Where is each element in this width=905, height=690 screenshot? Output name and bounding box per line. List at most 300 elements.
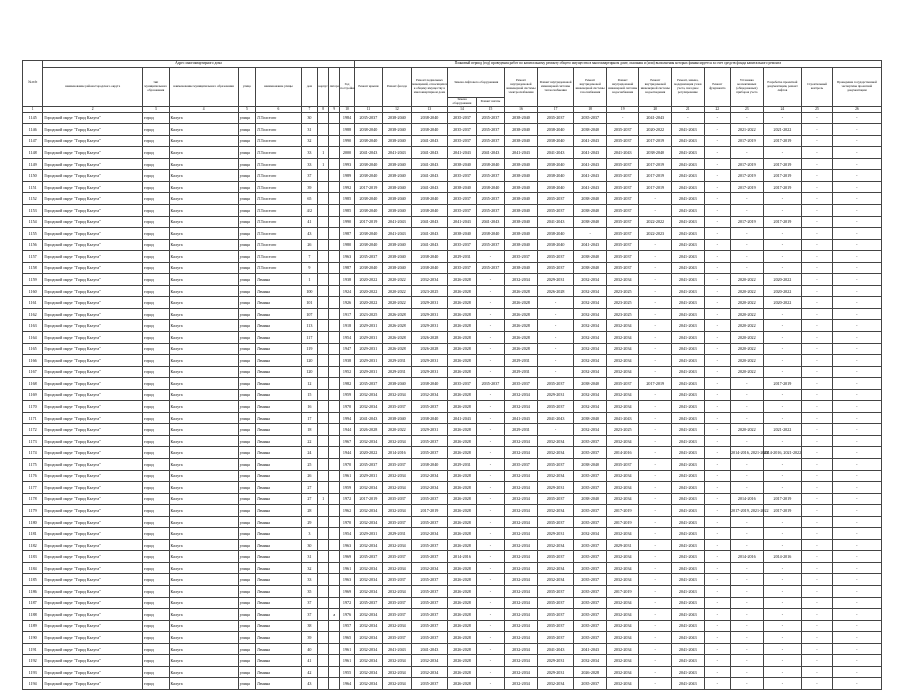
table-row	[23, 181, 882, 193]
table-cell: Ленина	[255, 297, 301, 309]
table-cell	[329, 274, 340, 286]
table-cell: 2038-2040	[574, 262, 607, 274]
table-cell: -	[802, 539, 833, 551]
table-cell: -	[802, 158, 833, 170]
table-cell: Л.Толстого	[255, 251, 301, 263]
table-cell: 2035-2037	[574, 447, 607, 459]
table-cell: Калуга	[169, 470, 238, 482]
table-cell: 29	[301, 516, 317, 528]
table-cell: -	[832, 666, 881, 678]
table-cell: город	[143, 597, 169, 609]
table-cell: 2032-2034	[606, 343, 639, 355]
table-cell: 2041-2043	[383, 147, 411, 159]
table-cell: 2032-2034	[505, 482, 538, 494]
table-cell: 2035-2037	[537, 516, 574, 528]
table-cell: улица	[238, 655, 255, 667]
table-cell: город	[143, 378, 169, 390]
table-cell: 1175	[23, 459, 43, 471]
table-cell: -	[704, 678, 730, 690]
header-col-17: Ремонт внутридомовой инженерной системы теплоснабжения	[537, 68, 574, 107]
table-cell: 1970	[340, 401, 354, 413]
table-cell: 2035-2037	[383, 574, 411, 586]
table-cell: улица	[238, 239, 255, 251]
table-cell: 2035-2037	[411, 574, 448, 586]
table-cell: 1146	[23, 124, 43, 136]
table-cell: 2041-2043	[672, 632, 705, 644]
table-cell: 31	[301, 551, 317, 563]
table-cell: 16	[301, 401, 317, 413]
table-cell: город	[143, 528, 169, 540]
table-row	[23, 424, 882, 436]
table-cell: 1190	[23, 632, 43, 644]
table-cell: -	[639, 447, 672, 459]
table-cell: 2023-2025	[606, 424, 639, 436]
table-cell: город	[143, 655, 169, 667]
table-cell: 2032-2034	[354, 632, 382, 644]
table-row	[23, 378, 882, 390]
table-cell: 2035-2037	[574, 539, 607, 551]
table-cell: 2032-2034	[574, 320, 607, 332]
table-cell: -	[704, 331, 730, 343]
table-cell: -	[476, 666, 504, 678]
table-cell: -	[763, 528, 802, 540]
table-cell: 1957	[340, 620, 354, 632]
table-cell: -	[802, 574, 833, 586]
table-cell: 2026-2028	[448, 562, 476, 574]
table-cell: 1985	[340, 193, 354, 205]
table-cell	[318, 412, 329, 424]
table-cell: 107	[301, 308, 317, 320]
table-cell: 2017-2019	[731, 158, 764, 170]
table-cell: 2035-2037	[537, 586, 574, 598]
table-cell: 2032-2034	[505, 666, 538, 678]
table-cell: -	[802, 331, 833, 343]
table-cell: 2032-2034	[505, 539, 538, 551]
table-cell: -	[802, 285, 833, 297]
table-cell: 2020-2022	[383, 297, 411, 309]
table-cell: город	[143, 112, 169, 124]
table-cell: 2014-2016	[383, 447, 411, 459]
table-cell: 2032-2034	[383, 586, 411, 598]
table-cell: -	[731, 193, 764, 205]
table-cell: 2026-2028	[505, 320, 538, 332]
table-cell: 2032-2034	[411, 528, 448, 540]
table-cell: 2038-2040	[354, 158, 382, 170]
table-cell: -	[704, 551, 730, 563]
table-cell: 2026-2028	[411, 331, 448, 343]
table-cell: 2032-2034	[383, 389, 411, 401]
table-cell: 2041-2043	[672, 574, 705, 586]
header-col-1: № п/п	[23, 61, 43, 107]
table-cell: 2038-2040	[505, 158, 538, 170]
table-cell: -	[802, 147, 833, 159]
table-cell: 2041-2043	[672, 331, 705, 343]
table-cell: 2026-2028	[448, 482, 476, 494]
table-cell: -	[704, 366, 730, 378]
table-cell: улица	[238, 678, 255, 690]
table-cell: 2035-2037	[411, 447, 448, 459]
table-cell: Городской округ "Город Калуга"	[43, 447, 143, 459]
table-cell: -	[802, 643, 833, 655]
table-cell	[318, 193, 329, 205]
table-cell: 2041-2043	[672, 251, 705, 263]
table-cell: 2022-2023	[639, 228, 672, 240]
table-cell: Калуга	[169, 678, 238, 690]
table-cell: 2041-2043	[672, 285, 705, 297]
table-cell: 2035-2037	[537, 632, 574, 644]
table-cell: 2032-2034	[505, 447, 538, 459]
table-cell: -	[639, 285, 672, 297]
table-cell: -	[704, 424, 730, 436]
table-cell: -	[802, 320, 833, 332]
table-cell: 1193	[23, 666, 43, 678]
table-cell: -	[832, 655, 881, 667]
table-cell: -	[639, 666, 672, 678]
table-cell: 2038-2040	[354, 239, 382, 251]
table-cell: Ленина	[255, 389, 301, 401]
table-cell: -	[704, 112, 730, 124]
table-cell: 2032-2034	[505, 597, 538, 609]
table-cell: 2041-2043	[411, 147, 448, 159]
table-cell: 2032-2034	[505, 678, 538, 690]
table-cell: 2032-2034	[354, 655, 382, 667]
table-cell: 2014-2016, 2021-2022	[731, 447, 764, 459]
table-row	[23, 216, 882, 228]
table-cell: -	[476, 435, 504, 447]
table-cell: -	[731, 239, 764, 251]
table-row	[23, 366, 882, 378]
table-cell: 2041-2043	[411, 216, 448, 228]
table-cell: -	[704, 343, 730, 355]
table-cell: -	[731, 251, 764, 263]
header-col-10: Год постройки	[340, 68, 354, 107]
table-cell: улица	[238, 597, 255, 609]
table-cell: 1163	[23, 320, 43, 332]
table-cell	[318, 112, 329, 124]
table-cell: 2026-2028	[448, 528, 476, 540]
table-cell: 2032-2034	[606, 435, 639, 447]
table-cell: -	[639, 528, 672, 540]
table-cell: Ленина	[255, 586, 301, 598]
table-cell: 1148	[23, 147, 43, 159]
table-cell: 2032-2034	[411, 470, 448, 482]
table-cell: улица	[238, 574, 255, 586]
table-cell: 2035-2037	[537, 401, 574, 413]
table-cell: Ленина	[255, 401, 301, 413]
table-cell: 1160	[23, 285, 43, 297]
table-cell: -	[476, 528, 504, 540]
table-cell: 2041-2043	[448, 216, 476, 228]
table-cell: 2035-2037	[606, 158, 639, 170]
table-cell: -	[731, 632, 764, 644]
table-cell: улица	[238, 482, 255, 494]
table-cell: Городской округ "Город Калуга"	[43, 516, 143, 528]
table-cell: Городской округ "Город Калуга"	[43, 666, 143, 678]
table-cell: 2035-2037	[411, 516, 448, 528]
table-cell: -	[832, 308, 881, 320]
table-cell: -	[639, 597, 672, 609]
table-cell: -	[802, 401, 833, 413]
table-cell: 1184	[23, 562, 43, 574]
table-cell: -	[832, 493, 881, 505]
table-cell: 26	[301, 239, 317, 251]
table-cell: 2017-2019	[763, 493, 802, 505]
table-cell: 42	[301, 666, 317, 678]
table-cell: 2026-2028	[448, 493, 476, 505]
table-cell: -	[832, 505, 881, 517]
table-cell: 2035-2037	[448, 204, 476, 216]
table-cell: 2029-2031	[411, 424, 448, 436]
table-cell: 2032-2034	[537, 539, 574, 551]
table-cell: -	[802, 666, 833, 678]
table-cell	[318, 470, 329, 482]
table-cell: 2035-2037	[574, 632, 607, 644]
table-cell: 1944	[340, 447, 354, 459]
table-cell: -	[731, 655, 764, 667]
column-number: 20	[639, 106, 672, 112]
table-cell: 2026-2028	[448, 366, 476, 378]
table-cell	[318, 643, 329, 655]
table-cell: улица	[238, 251, 255, 263]
table-cell: Городской округ "Город Калуга"	[43, 470, 143, 482]
table-cell: 2026-2028	[383, 331, 411, 343]
table-cell: 2038-2040	[476, 181, 504, 193]
table-cell: 2041-2043	[411, 239, 448, 251]
table-cell: улица	[238, 193, 255, 205]
table-cell: -	[639, 620, 672, 632]
table-cell	[329, 331, 340, 343]
table-cell: 2032-2034	[505, 574, 538, 586]
table-cell: -	[802, 193, 833, 205]
table-row	[23, 505, 882, 517]
table-cell: 2026-2028	[448, 285, 476, 297]
table-cell: 2032-2034	[354, 609, 382, 621]
table-cell: 1181	[23, 528, 43, 540]
table-cell: 2041-2043	[672, 586, 705, 598]
table-cell: 2035-2037	[354, 551, 382, 563]
table-cell: 2017-2019	[606, 516, 639, 528]
table-cell: 2038-2040	[383, 158, 411, 170]
table-cell: 2021-2022	[731, 124, 764, 136]
table-cell: -	[802, 343, 833, 355]
table-cell: 2029-2031	[354, 366, 382, 378]
table-cell: Городской округ "Город Калуга"	[43, 459, 143, 471]
table-cell: 2026-2028	[383, 320, 411, 332]
table-cell: улица	[238, 620, 255, 632]
table-cell: Городской округ "Город Калуга"	[43, 574, 143, 586]
table-cell: Калуга	[169, 239, 238, 251]
table-cell: улица	[238, 216, 255, 228]
table-cell: 2035-2037	[537, 378, 574, 390]
table-cell: -	[802, 528, 833, 540]
column-number: 26	[832, 106, 881, 112]
table-cell: 1150	[23, 170, 43, 182]
table-cell	[318, 678, 329, 690]
table-cell: 2026-2028	[505, 285, 538, 297]
table-cell: -	[832, 435, 881, 447]
table-cell: 2041-2043	[411, 181, 448, 193]
table-cell: Ленина	[255, 435, 301, 447]
table-cell	[318, 228, 329, 240]
table-cell: -	[832, 574, 881, 586]
table-cell	[318, 331, 329, 343]
table-cell: 33	[301, 147, 317, 159]
table-cell: -	[802, 135, 833, 147]
table-cell: 2014-2016	[448, 551, 476, 563]
table-cell: -	[763, 620, 802, 632]
table-cell: 2035-2037	[505, 378, 538, 390]
table-cell: Ленина	[255, 447, 301, 459]
table-cell: 2038-2040	[574, 204, 607, 216]
column-number: 11	[354, 106, 382, 112]
table-cell: -	[763, 516, 802, 528]
table-cell: 2026-2028	[448, 435, 476, 447]
table-cell: Л.Толстого	[255, 262, 301, 274]
table-cell: 2032-2034	[505, 505, 538, 517]
table-cell: улица	[238, 516, 255, 528]
header-col-4: наименование муниципального образования	[169, 68, 238, 107]
table-cell: улица	[238, 459, 255, 471]
table-cell: Л.Толстого	[255, 181, 301, 193]
table-cell: 2026-2028	[383, 308, 411, 320]
table-cell: 2038-2040	[411, 204, 448, 216]
table-cell: -	[639, 609, 672, 621]
table-cell: 18	[301, 424, 317, 436]
table-cell: 1145	[23, 112, 43, 124]
table-cell: -	[704, 204, 730, 216]
table-cell: 2035-2037	[411, 632, 448, 644]
table-cell: 2032-2034	[606, 493, 639, 505]
table-cell: -	[704, 124, 730, 136]
table-cell: 2029-2031	[383, 355, 411, 367]
table-cell: 1924	[340, 285, 354, 297]
table-cell	[329, 632, 340, 644]
table-cell	[318, 274, 329, 286]
table-cell: 1152	[23, 193, 43, 205]
table-cell	[329, 401, 340, 413]
table-cell: улица	[238, 666, 255, 678]
table-cell: 2032-2034	[383, 620, 411, 632]
table-cell: -	[832, 424, 881, 436]
table-cell: -	[639, 262, 672, 274]
table-cell: -	[832, 112, 881, 124]
table-cell: 9	[301, 262, 317, 274]
table-cell	[329, 355, 340, 367]
table-cell: Городской округ "Город Калуга"	[43, 262, 143, 274]
table-cell: 1964	[340, 678, 354, 690]
table-cell: 1177	[23, 482, 43, 494]
table-row	[23, 551, 882, 563]
table-cell: -	[832, 620, 881, 632]
table-cell: 1158	[23, 262, 43, 274]
table-cell: 2035-2037	[606, 135, 639, 147]
table-cell: -	[731, 528, 764, 540]
table-cell: 2020-2022	[354, 274, 382, 286]
table-cell: 1173	[23, 435, 43, 447]
table-cell: 2038-2040	[383, 262, 411, 274]
table-cell: Городской округ "Город Калуга"	[43, 562, 143, 574]
table-cell: 2041-2043	[672, 239, 705, 251]
table-cell	[329, 343, 340, 355]
table-cell: -	[704, 262, 730, 274]
table-cell: -	[476, 539, 504, 551]
table-cell	[329, 389, 340, 401]
table-cell: 2017-2019	[763, 158, 802, 170]
table-cell: Ленина	[255, 539, 301, 551]
table-row	[23, 124, 882, 136]
table-cell	[329, 228, 340, 240]
table-cell: улица	[238, 158, 255, 170]
table-cell: -	[832, 678, 881, 690]
table-cell: 27	[301, 493, 317, 505]
table-cell: Калуга	[169, 643, 238, 655]
table-cell: 1156	[23, 239, 43, 251]
table-cell: 2014-2016	[731, 493, 764, 505]
table-row	[23, 435, 882, 447]
table-cell	[329, 239, 340, 251]
table-cell: 2041-2043	[383, 228, 411, 240]
table-row	[23, 609, 882, 621]
table-cell	[318, 574, 329, 586]
table-cell: 2032-2034	[574, 285, 607, 297]
table-cell: 2038-2040	[574, 216, 607, 228]
table-cell: -	[476, 366, 504, 378]
table-cell	[318, 632, 329, 644]
table-cell: -	[731, 378, 764, 390]
table-cell: город	[143, 459, 169, 471]
table-cell: 2035-2037	[574, 505, 607, 517]
table-cell: 2020-2022	[763, 297, 802, 309]
table-cell: 1962	[340, 505, 354, 517]
table-cell	[318, 620, 329, 632]
table-row	[23, 666, 882, 678]
table-cell: -	[639, 424, 672, 436]
table-cell: 2026-2028	[448, 655, 476, 667]
table-cell: Калуга	[169, 204, 238, 216]
table-cell: 2035-2037	[383, 493, 411, 505]
table-cell: Ленина	[255, 285, 301, 297]
table-cell: 2017-2019	[354, 181, 382, 193]
table-row	[23, 331, 882, 343]
column-number: 8	[318, 106, 329, 112]
table-cell: 2041-2043	[411, 643, 448, 655]
table-cell: 2032-2034	[505, 551, 538, 563]
table-cell: 2041-2043	[574, 158, 607, 170]
table-cell: 2041-2043	[574, 147, 607, 159]
table-cell: Городской округ "Город Калуга"	[43, 366, 143, 378]
column-number: 9	[329, 106, 340, 112]
table-cell: -	[802, 597, 833, 609]
table-cell: город	[143, 135, 169, 147]
table-cell: -	[537, 424, 574, 436]
table-cell: 2041-2043	[476, 216, 504, 228]
table-cell: город	[143, 447, 169, 459]
table-cell: 2017-2019	[606, 505, 639, 517]
header-col-25: Строительный контроль	[802, 68, 833, 107]
table-cell: -	[832, 135, 881, 147]
table-cell	[318, 204, 329, 216]
table-cell: 39	[301, 181, 317, 193]
table-cell: 2038-2040	[383, 135, 411, 147]
table-cell: 35	[301, 586, 317, 598]
table-cell: город	[143, 274, 169, 286]
table-cell: -	[763, 401, 802, 413]
table-cell: 2038-2040	[448, 158, 476, 170]
table-cell: Ленина	[255, 505, 301, 517]
table-row	[23, 562, 882, 574]
table-cell	[329, 516, 340, 528]
table-row	[23, 147, 882, 159]
